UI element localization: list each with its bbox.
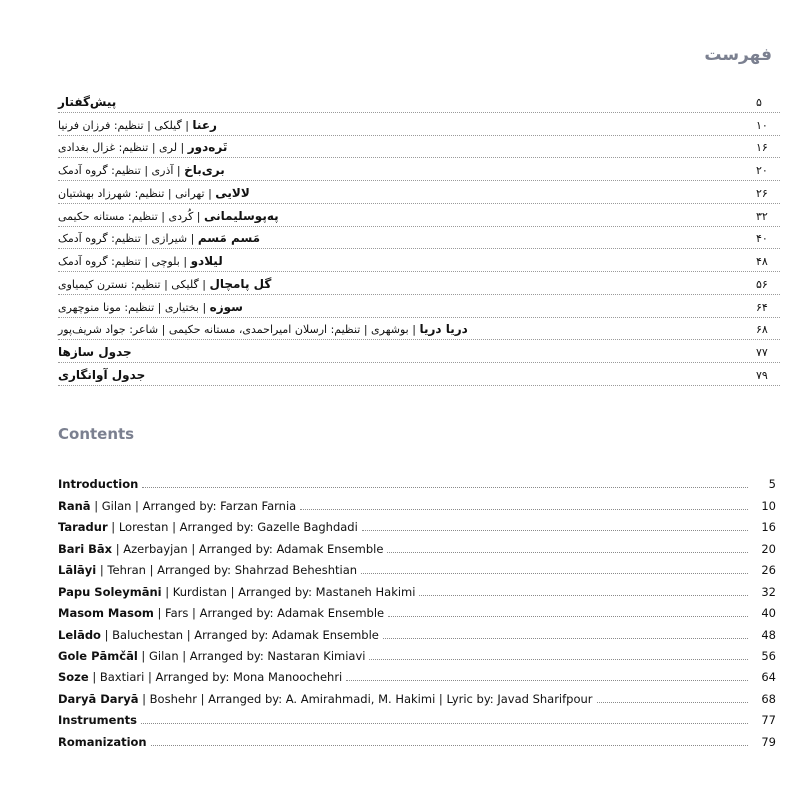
toc-entry[interactable] bbox=[58, 363, 780, 386]
entry-title: Daryā Daryā bbox=[58, 691, 139, 706]
page-number: 10 bbox=[761, 498, 776, 513]
entry-title: Ranā bbox=[58, 498, 91, 513]
dot-leader bbox=[362, 530, 748, 531]
dot-leader bbox=[597, 702, 748, 703]
page-number: ۲۶ bbox=[756, 186, 768, 200]
entry-detail: | بلوچی | تنظیم: گروه آدمک bbox=[58, 255, 191, 268]
entry-detail: | بختیاری | تنظیم: مونا منوچهری bbox=[58, 300, 210, 314]
page-number: ۲۰ bbox=[756, 164, 768, 177]
page-number: 56 bbox=[761, 648, 776, 663]
toc-entry[interactable] bbox=[58, 136, 780, 159]
entry-title: رعنا bbox=[192, 117, 217, 132]
toc-entry[interactable] bbox=[58, 181, 780, 204]
toc-entry[interactable] bbox=[58, 534, 776, 555]
dot-leader bbox=[142, 487, 748, 488]
page-number: 77 bbox=[761, 713, 776, 728]
dot-leader bbox=[369, 659, 748, 660]
toc-entry[interactable] bbox=[58, 470, 776, 491]
entry-detail: | Azerbayjan | Arranged by: Adamak Ensemble bbox=[112, 541, 384, 556]
entry-title: Introduction bbox=[58, 477, 139, 492]
entry-title: جدول آوانگاری bbox=[58, 367, 146, 382]
entry-title: سوزه bbox=[209, 299, 243, 314]
page-number: ۷۹ bbox=[756, 368, 768, 382]
toc-entry[interactable] bbox=[58, 577, 776, 598]
entry-detail: | لری | تنظیم: غزال بغدادی bbox=[58, 141, 188, 155]
entry-detail: | Tehran | Arranged by: Shahrzad Beheshtian bbox=[96, 563, 358, 578]
dot-leader bbox=[300, 509, 748, 510]
entry-title: جدول سازها bbox=[58, 345, 132, 359]
entry-title: لالایی bbox=[215, 185, 250, 200]
entry-title: گل پامچال bbox=[209, 276, 272, 291]
page-number: 68 bbox=[761, 691, 776, 706]
entry-detail: | Boshehr | Arranged by: A. Amirahmadi, M. Hakimi | Lyric by: Javad Sharifpour bbox=[138, 691, 593, 706]
entry-title: Masom Masom bbox=[58, 606, 154, 621]
toc-entry[interactable] bbox=[58, 663, 776, 684]
page-number: 26 bbox=[761, 563, 776, 578]
toc-entry[interactable] bbox=[58, 727, 776, 748]
toc-entry[interactable] bbox=[58, 491, 776, 512]
entry-detail: | Gilan | Arranged by: Farzan Farnia bbox=[90, 498, 297, 513]
page-number: ۵۶ bbox=[756, 277, 768, 291]
entry-detail: | تهرانی | تنظیم: شهرزاد بهشتیان bbox=[58, 186, 216, 200]
entry-title: لیلادو bbox=[190, 254, 223, 268]
entry-detail: | Fars | Arranged by: Adamak Ensemble bbox=[153, 606, 385, 621]
entry-detail: | Lorestan | Arranged by: Gazelle Baghdadi bbox=[107, 520, 358, 535]
entry-title: Papu Soleymāni bbox=[58, 584, 162, 599]
page-number: ۵ bbox=[756, 95, 762, 109]
entry-title: Instruments bbox=[58, 713, 137, 728]
toc-entry[interactable] bbox=[58, 706, 776, 727]
toc-entry[interactable] bbox=[58, 295, 780, 318]
page-number: 64 bbox=[761, 670, 776, 685]
entry-title: Lelādo bbox=[58, 627, 101, 642]
toc-entry[interactable] bbox=[58, 620, 776, 641]
entry-title: Romanization bbox=[58, 734, 147, 749]
entry-title: Lālāyi bbox=[58, 563, 97, 578]
toc-entry[interactable] bbox=[58, 227, 780, 250]
dot-leader bbox=[419, 595, 748, 596]
entry-title: Soze bbox=[58, 670, 89, 685]
entry-detail: | گلیکی | تنظیم: نسترن کیمیاوی bbox=[58, 277, 210, 291]
page-number: 16 bbox=[761, 520, 776, 535]
page-number: 48 bbox=[761, 627, 776, 642]
entry-title: Taradur bbox=[58, 520, 108, 535]
page-number: ۴۰ bbox=[756, 232, 768, 246]
dot-leader bbox=[346, 680, 748, 681]
entry-detail: | Gilan | Arranged by: Nastaran Kimiavi bbox=[137, 648, 366, 663]
toc-entry[interactable] bbox=[58, 684, 776, 705]
page-number: ۷۷ bbox=[756, 346, 768, 359]
entry-title: Bari Bāx bbox=[58, 541, 113, 556]
page-number: 20 bbox=[761, 541, 776, 556]
page-number: ۴۸ bbox=[756, 255, 768, 268]
dot-leader bbox=[151, 745, 748, 746]
toc-entry[interactable] bbox=[58, 642, 776, 663]
page-number: 79 bbox=[761, 734, 776, 749]
page-number: 40 bbox=[761, 606, 776, 621]
toc-entry[interactable] bbox=[58, 599, 776, 620]
entry-detail: | Kurdistan | Arranged by: Mastaneh Hakimi bbox=[161, 584, 416, 599]
english-toc-list bbox=[58, 470, 776, 749]
toc-entry[interactable] bbox=[58, 340, 780, 363]
toc-entry[interactable] bbox=[58, 249, 780, 272]
page-number: ۱۶ bbox=[756, 141, 768, 155]
toc-entry[interactable] bbox=[58, 556, 776, 577]
page-number: ۳۲ bbox=[756, 209, 768, 223]
entry-detail: | Baluchestan | Arranged by: Adamak Ensemble bbox=[100, 627, 379, 642]
toc-entry[interactable] bbox=[58, 513, 776, 534]
entry-detail: | شیرازی | تنظیم: گروه آدمک bbox=[58, 232, 198, 246]
dot-leader bbox=[383, 638, 748, 639]
dot-leader bbox=[388, 616, 748, 617]
entry-detail: | گیلکی | تنظیم: فرزان فرنیا bbox=[58, 118, 193, 132]
entry-title: بری‌باخ bbox=[184, 163, 225, 177]
entry-title: مَسم مَسم bbox=[197, 231, 261, 246]
toc-entry[interactable] bbox=[58, 204, 780, 227]
persian-toc-list bbox=[58, 90, 780, 386]
page-number: ۱۰ bbox=[756, 118, 768, 132]
toc-entry[interactable] bbox=[58, 90, 780, 113]
persian-toc-title: فهرست bbox=[704, 45, 772, 65]
entry-title: په‌پوسلیمانی bbox=[204, 208, 279, 223]
toc-entry[interactable] bbox=[58, 113, 780, 136]
dot-leader bbox=[361, 573, 748, 574]
entry-title: تَره‌دور bbox=[187, 140, 228, 155]
page-number: ۶۴ bbox=[756, 300, 768, 314]
entry-title: دریا دریا bbox=[419, 322, 468, 337]
toc-entry[interactable] bbox=[58, 158, 780, 181]
page-number: 32 bbox=[761, 584, 776, 599]
entry-detail: | Baxtiari | Arranged by: Mona Manoochehri bbox=[88, 670, 343, 685]
page-number: ۶۸ bbox=[756, 323, 768, 337]
english-toc-title: Contents bbox=[58, 425, 135, 443]
toc-entry[interactable] bbox=[58, 318, 780, 341]
entry-detail: | بوشهری | تنظیم: ارسلان امیراحمدی، مستانه حکیمی | شاعر: جواد شریف‌پور bbox=[58, 323, 420, 337]
entry-title: پیش‌گفتار bbox=[58, 94, 117, 109]
dot-leader bbox=[387, 552, 748, 553]
dot-leader bbox=[141, 723, 748, 724]
entry-title: Gole Pāmčāl bbox=[58, 648, 138, 663]
entry-detail: | کُردی | تنظیم: مستانه حکیمی bbox=[58, 209, 205, 223]
toc-entry[interactable] bbox=[58, 272, 780, 295]
page-number: 5 bbox=[768, 477, 776, 492]
entry-detail: | آذری | تنظیم: گروه آدمک bbox=[58, 164, 185, 177]
